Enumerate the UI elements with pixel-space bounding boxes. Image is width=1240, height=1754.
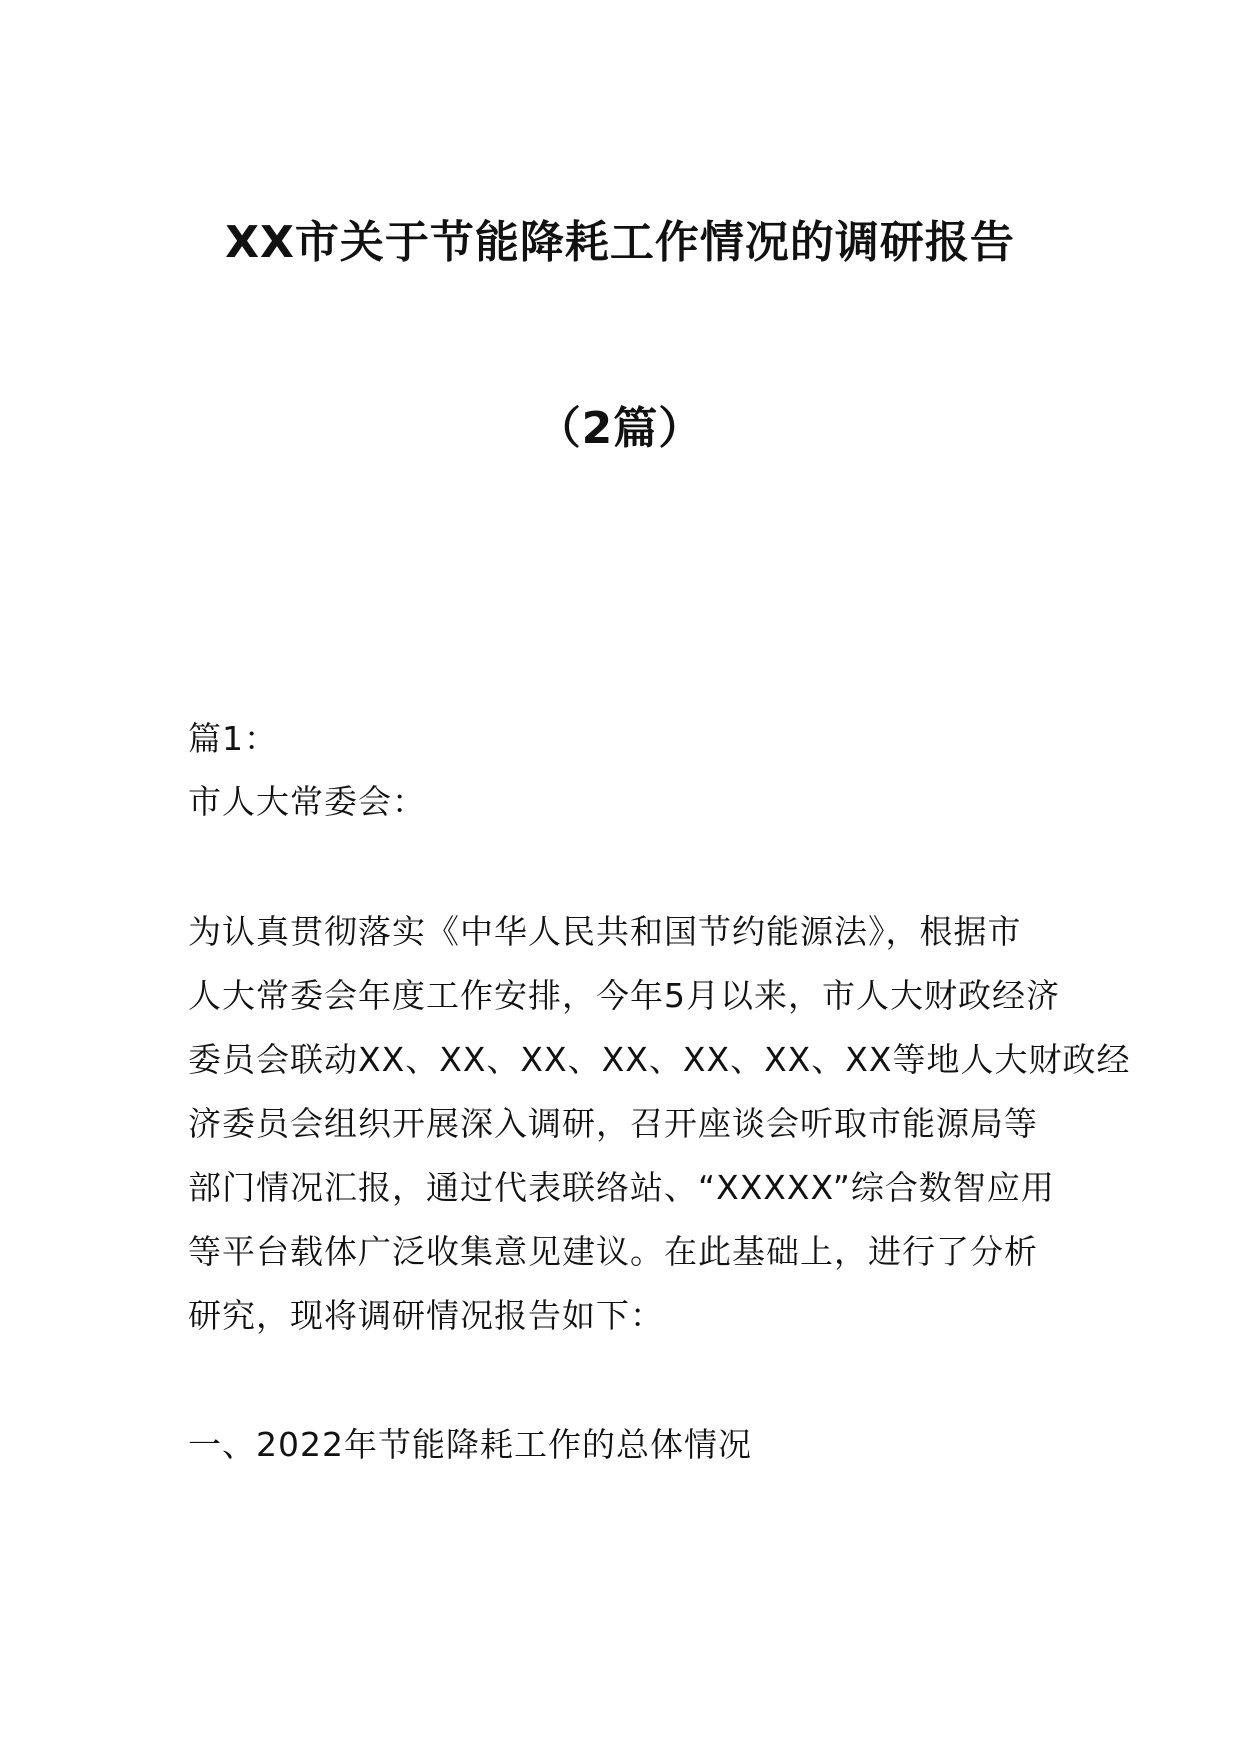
paragraph-line: 部门情况汇报，通过代表联络站、“XXXXX”综合数智应用 <box>188 1168 1055 1207</box>
paragraph-line: 等平台载体广泛收集意见建议。在此基础上，进行了分析 <box>188 1232 1038 1271</box>
paragraph-line: 研究，现将调研情况报告如下： <box>188 1296 664 1335</box>
paragraph-line: 人大常委会年度工作安排，今年5月以来，市人大财政经济 <box>188 976 1060 1015</box>
section-label: 篇1： <box>188 719 278 758</box>
paragraph-line: 委员会联动XX、XX、XX、XX、XX、XX、XX等地人大财政经 <box>188 1040 1131 1079</box>
section-heading: 一、2022年节能降耗工作的总体情况 <box>188 1425 752 1464</box>
paragraph-line: 为认真贯彻落实《中华人民共和国节约能源法》，根据市 <box>188 912 1022 951</box>
document-subtitle: （2篇） <box>536 403 704 454</box>
paragraph-line: 济委员会组织开展深入调研，召开座谈会听取市能源局等 <box>188 1104 1038 1143</box>
document-title: XX市关于节能降耗工作情况的调研报告 <box>225 217 1015 268</box>
salutation: 市人大常委会： <box>188 782 426 821</box>
body-paragraph <box>188 900 1131 1348</box>
